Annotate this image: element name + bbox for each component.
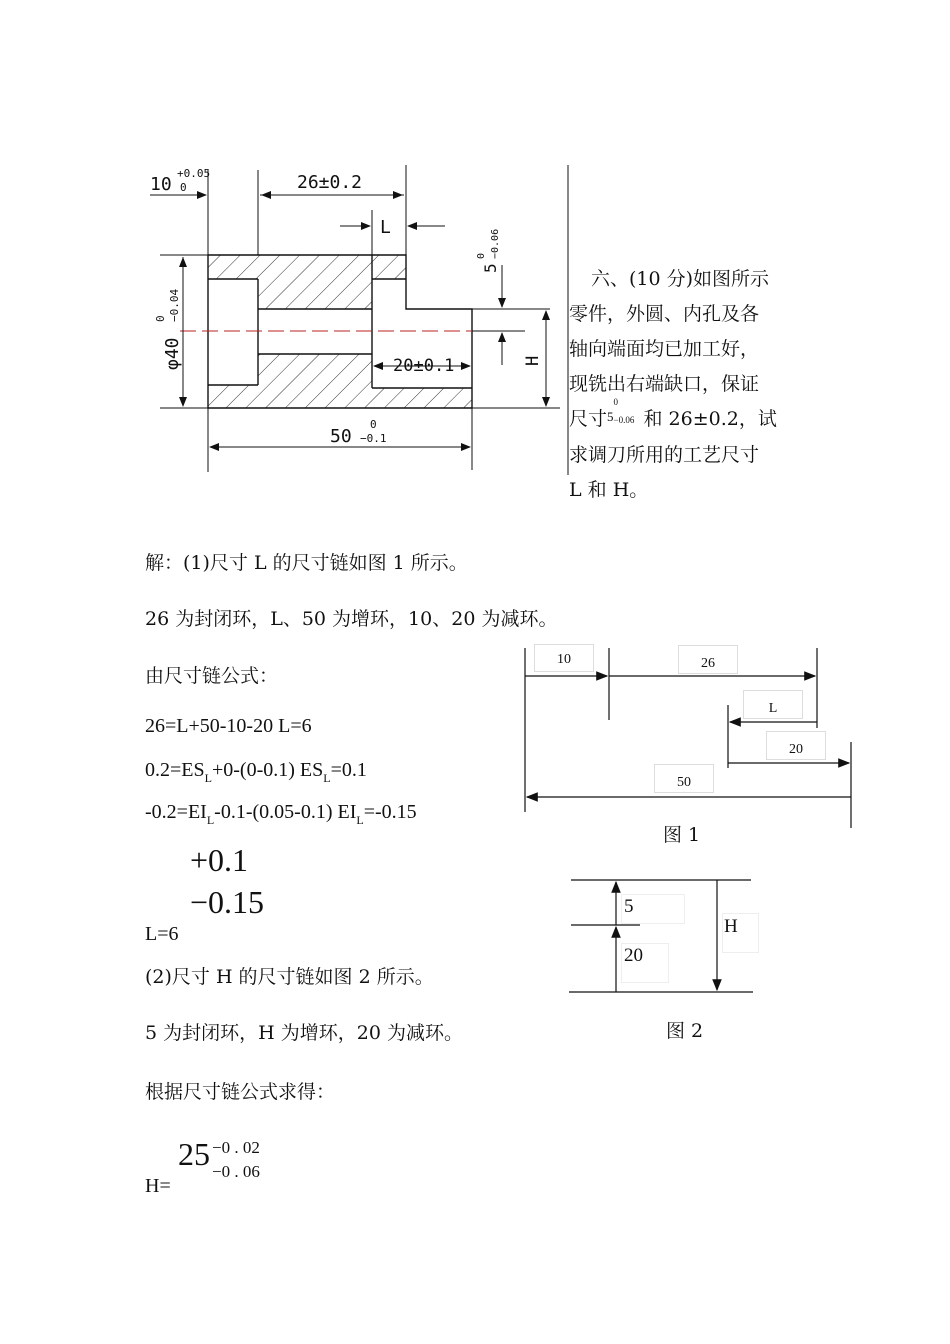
dim-5-label: 5 <box>481 263 500 273</box>
fig2-label-20: 20 <box>621 943 669 983</box>
dim-50-lower: −0.1 <box>360 432 387 445</box>
dim-phi40-lower: −0.04 <box>168 288 181 322</box>
dim-L-label: L <box>380 217 391 238</box>
dim-10-label: 10 <box>150 174 172 195</box>
dim-10-upper: +0.05 <box>177 167 211 180</box>
H-nominal: 25 <box>178 1136 210 1172</box>
question-line: 求调刀所用的工艺尺寸 <box>569 444 760 466</box>
L-result: L=6 <box>145 923 179 945</box>
question-line: 六、(10 分)如图所示 <box>591 268 770 290</box>
dim-phi40-upper: 0 <box>154 315 167 322</box>
figure-1-caption: 图 1 <box>663 824 701 846</box>
H-result: H= <box>145 1175 171 1197</box>
dim-50-upper: 0 <box>370 418 377 431</box>
dim-phi40-label: φ40 <box>162 337 183 370</box>
solution-formula-intro: 由尺寸链公式： <box>145 665 279 687</box>
fig1-label-50: 50 <box>654 764 714 793</box>
question-line: 现铣出右端缺口，保证 <box>569 373 760 395</box>
H-upper-deviation: −0 . 02 <box>212 1138 260 1157</box>
fig1-label-26: 26 <box>678 645 738 674</box>
dim-5-lower: −0.06 <box>490 228 501 259</box>
fig1-label-L: L <box>743 690 803 719</box>
L-lower-deviation: −0.15 <box>190 884 265 920</box>
H-lower-deviation: −0 . 06 <box>212 1162 260 1181</box>
solution-ring-types-2: 5 为封闭环，H 为增环，20 为减环。 <box>145 1022 463 1044</box>
equation-nominal: 26=L+50-10-20 L=6 <box>145 715 312 737</box>
fig1-label-20: 20 <box>766 731 826 760</box>
L-upper-deviation: +0.1 <box>190 842 249 878</box>
fig2-label-5: 5 <box>621 894 685 924</box>
question-text <box>569 262 801 508</box>
fig2-label-H: H <box>722 913 759 953</box>
question-line: 轴向端面均已加工好， <box>569 338 760 360</box>
solution-part2-intro: (2)尺寸 H 的尺寸链如图 2 所示。 <box>145 966 434 988</box>
part-drawing <box>140 160 570 480</box>
dim-50-label: 50 <box>330 426 352 447</box>
equation-lower-deviation: $-0.2=EI_L-0.1-(0.05-0.1)$ $EI_L=-0.15$ <box>145 801 417 827</box>
fig1-label-10: 10 <box>534 644 594 672</box>
dim-5-upper: 0 <box>476 252 487 259</box>
dim-10-lower: 0 <box>180 181 187 194</box>
dim-20-label: 20±0.1 <box>393 356 455 376</box>
dim-H-label: H <box>523 355 543 366</box>
figure-2-caption: 图 2 <box>666 1020 704 1042</box>
question-line: 尺寸$^5$ 0 −0.06 和 26±0.2，试 <box>569 397 777 430</box>
question-line: L 和 H。 <box>569 479 649 501</box>
solution-ring-types: 26 为封闭环，L、50 为增环，10、20 为减环。 <box>145 608 558 630</box>
solution-part1-intro: 解：(1)尺寸 L 的尺寸链如图 1 所示。 <box>145 552 468 574</box>
dim-26-label: 26±0.2 <box>297 172 363 193</box>
equation-upper-deviation: $0.2=ES_L+0-(0-0.1)$ $ES_L=0.1$ <box>145 759 367 785</box>
question-line: 零件，外圆、内孔及各 <box>569 303 760 325</box>
solution-formula-intro-2: 根据尺寸链公式求得： <box>145 1081 336 1103</box>
